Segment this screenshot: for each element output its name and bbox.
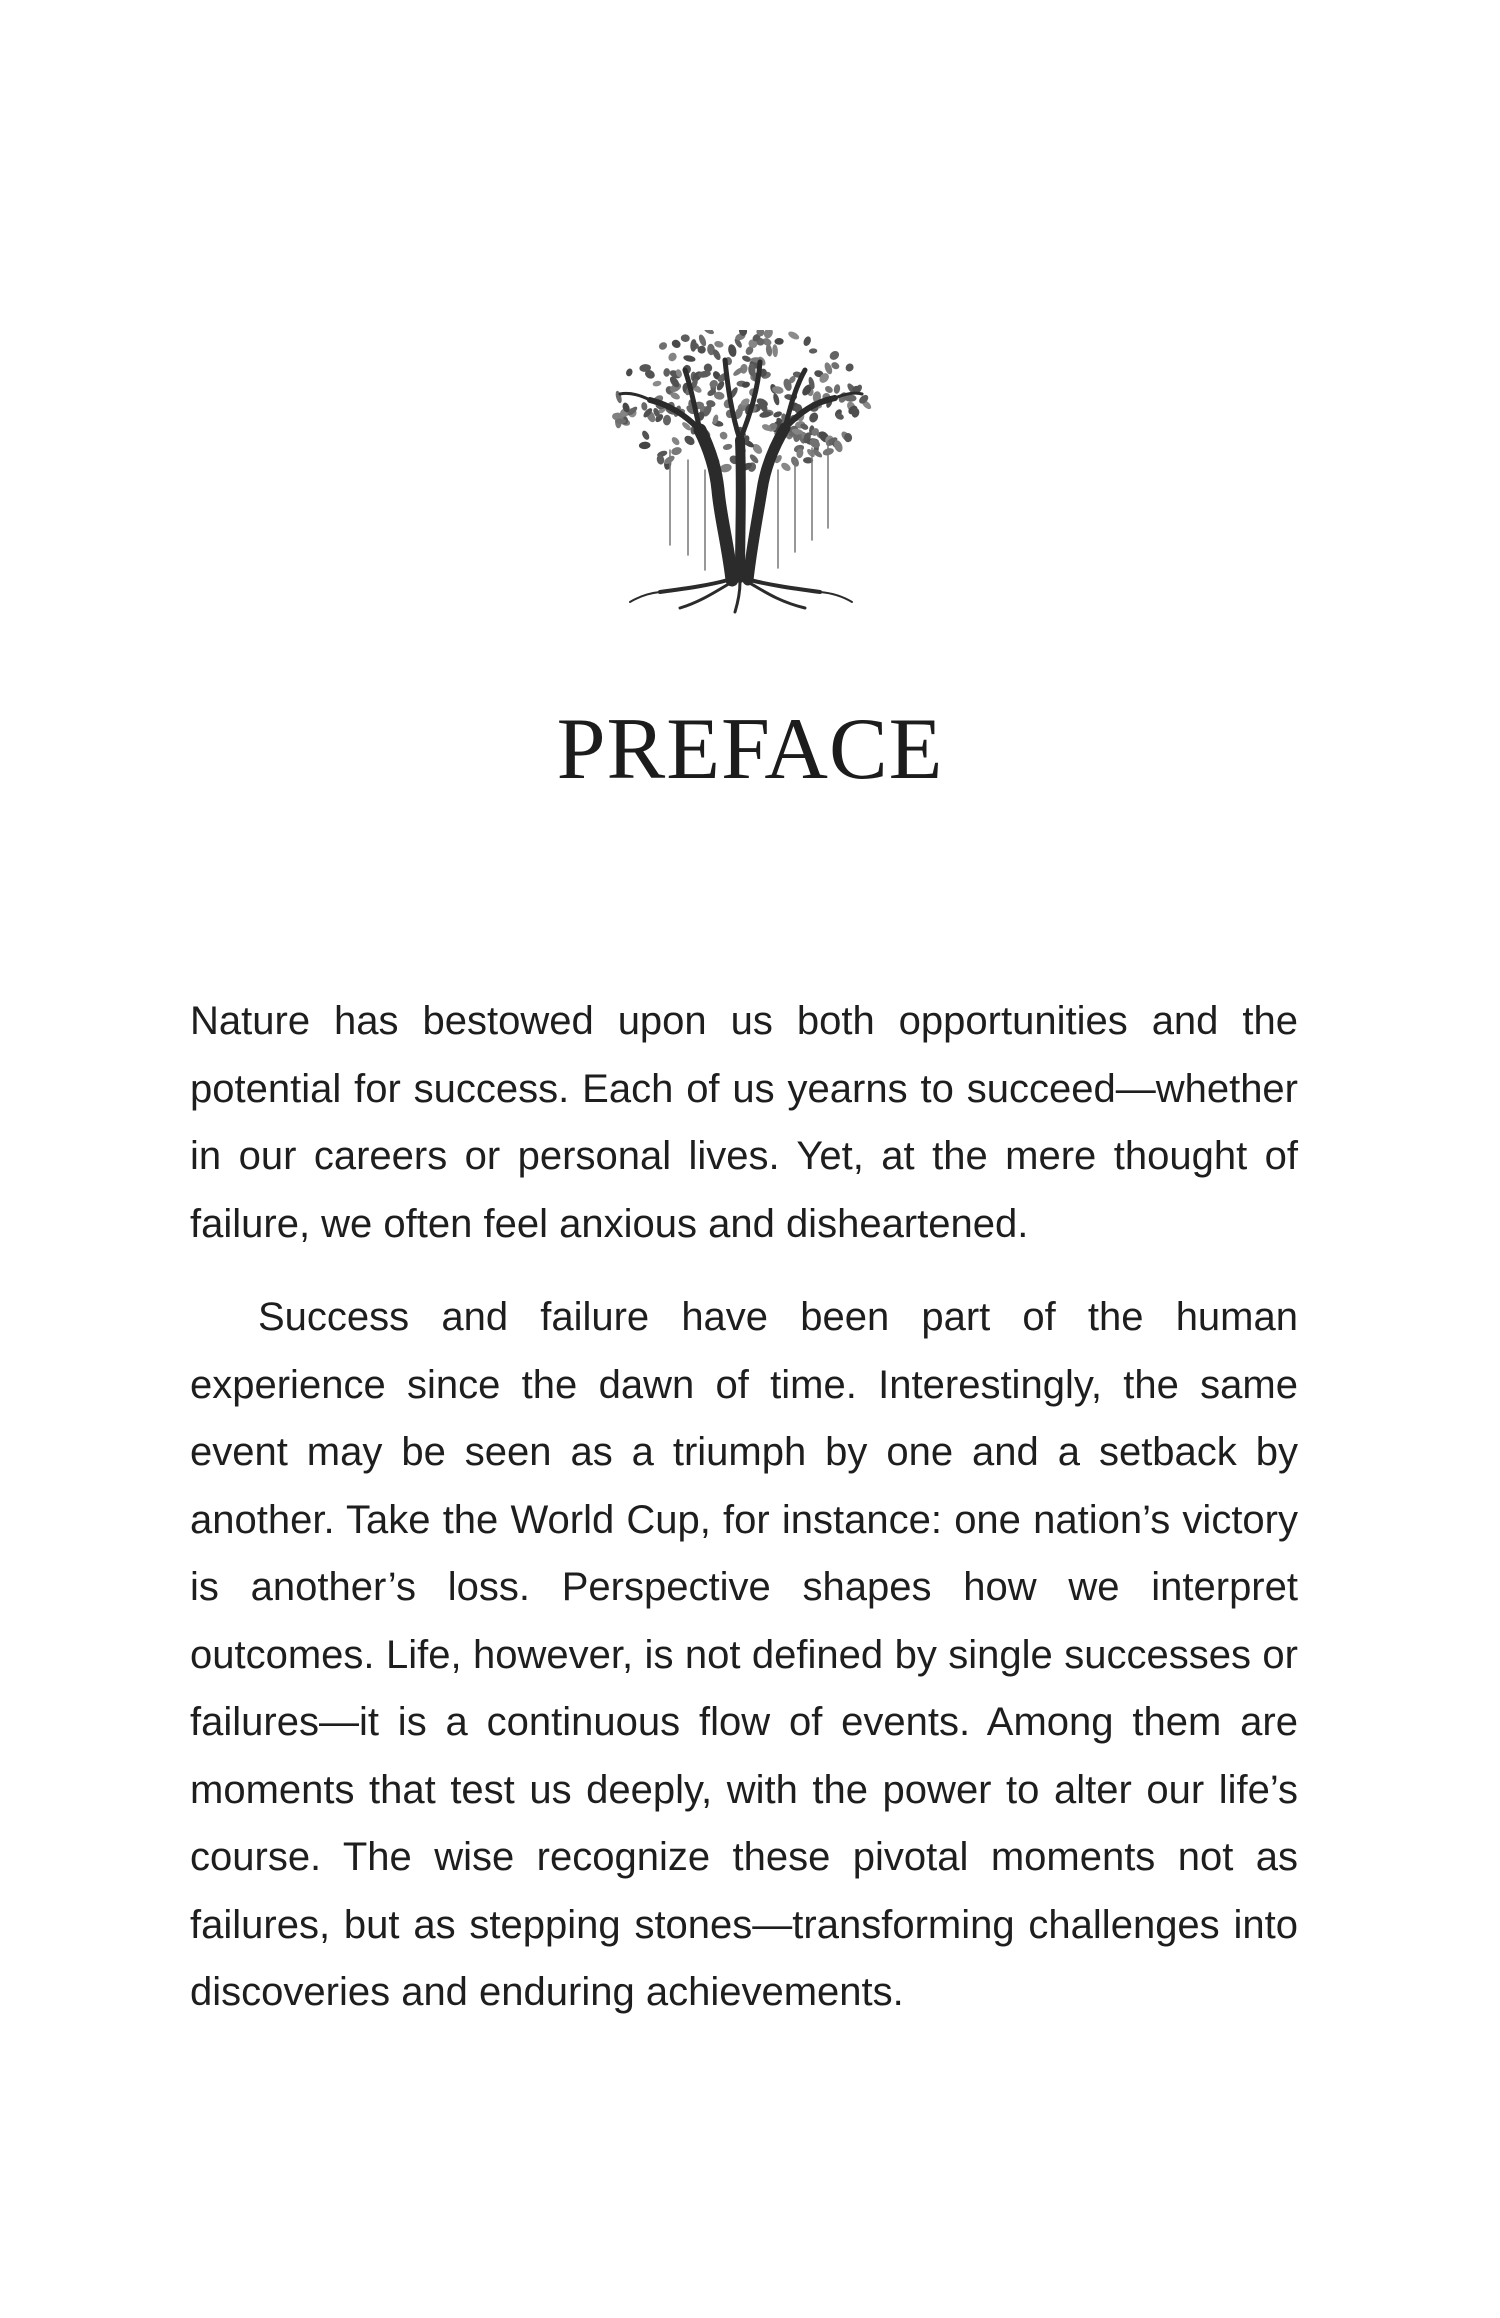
paragraph: Success and failure have been part of the human experience since the dawn of time. Interestingly, the same event may be seen as a triumph by one and a setback by another. Take the World Cup, for instance: one nation’s victory is another’s loss. Perspective shapes how we interpret outcomes. Life, however, is not defined by single successes or failures—it is a continuous flow of events. Among them are moments that test us deeply, with the power to alter our life’s course. The wise recognize these pivotal moments not as failures, but as stepping stones—transforming challenges into discoveries and enduring achievements. xyxy=(190,1295,1298,2014)
preface-body xyxy=(190,988,1298,2027)
page-title: PREFACE xyxy=(556,701,944,798)
banyan-tree-icon xyxy=(600,330,880,615)
paragraph: Nature has bestowed upon us both opportunities and the potential for success. Each of us yearns to succeed—whether in our careers or personal lives. Yet, at the mere thought of failure, we often feel anxious and disheartened. xyxy=(190,999,1298,1246)
